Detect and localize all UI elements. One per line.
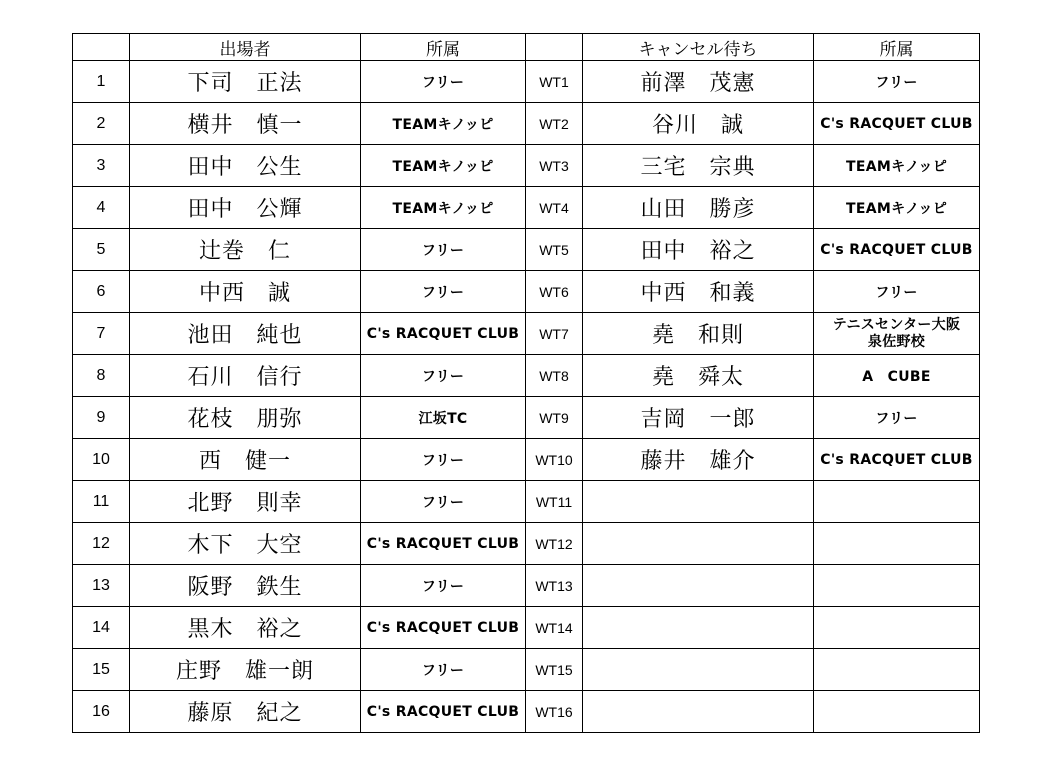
wait-number: WT8 — [526, 355, 583, 397]
waitlist-affiliation — [814, 523, 980, 565]
table-row — [73, 439, 980, 481]
waitlist-name — [583, 523, 814, 565]
waitlist-name: 田中 裕之 — [583, 229, 814, 271]
entrant-affiliation: フリー — [361, 565, 526, 607]
entrant-affiliation: TEAMキノッピ — [361, 103, 526, 145]
waitlist-name: 三宅 宗典 — [583, 145, 814, 187]
entrant-affiliation: フリー — [361, 481, 526, 523]
entrant-name: 黒木 裕之 — [130, 607, 361, 649]
waitlist-affiliation: C's RACQUET CLUB — [814, 229, 980, 271]
table-row — [73, 229, 980, 271]
row-number: 2 — [73, 103, 130, 145]
wait-number: WT11 — [526, 481, 583, 523]
table-row — [73, 691, 980, 733]
waitlist-name — [583, 481, 814, 523]
entrant-affiliation: 江坂TC — [361, 397, 526, 439]
wait-number: WT3 — [526, 145, 583, 187]
wait-number: WT5 — [526, 229, 583, 271]
table-row — [73, 649, 980, 691]
row-number: 14 — [73, 607, 130, 649]
row-number: 8 — [73, 355, 130, 397]
table-row — [73, 271, 980, 313]
entrant-affiliation: フリー — [361, 271, 526, 313]
entrant-name: 池田 純也 — [130, 313, 361, 355]
row-number: 1 — [73, 61, 130, 103]
wait-number: WT10 — [526, 439, 583, 481]
waitlist-affiliation: TEAMキノッピ — [814, 145, 980, 187]
header-row — [73, 34, 980, 61]
entrant-name: 下司 正法 — [130, 61, 361, 103]
table-row — [73, 187, 980, 229]
waitlist-affiliation: テニスセンター大阪 泉佐野校 — [814, 313, 980, 355]
waitlist-name: 吉岡 一郎 — [583, 397, 814, 439]
table-row — [73, 523, 980, 565]
entrant-name: 阪野 鉄生 — [130, 565, 361, 607]
entrant-name: 中西 誠 — [130, 271, 361, 313]
waitlist-affiliation: フリー — [814, 61, 980, 103]
table-row — [73, 145, 980, 187]
entrant-affiliation: フリー — [361, 229, 526, 271]
wait-number: WT9 — [526, 397, 583, 439]
waitlist-name: 前澤 茂憲 — [583, 61, 814, 103]
table-row — [73, 355, 980, 397]
row-number: 16 — [73, 691, 130, 733]
table-row — [73, 481, 980, 523]
wait-number: WT1 — [526, 61, 583, 103]
entrant-name: 石川 信行 — [130, 355, 361, 397]
entrant-name: 横井 慎一 — [130, 103, 361, 145]
row-number: 11 — [73, 481, 130, 523]
wait-number: WT6 — [526, 271, 583, 313]
waitlist-name: 藤井 雄介 — [583, 439, 814, 481]
entrant-affiliation: C's RACQUET CLUB — [361, 523, 526, 565]
wait-number-header — [526, 34, 583, 61]
waitlist-affiliation — [814, 649, 980, 691]
waitlist-affiliation: A CUBE — [814, 355, 980, 397]
wait-number: WT7 — [526, 313, 583, 355]
waitlist-name: 中西 和義 — [583, 271, 814, 313]
wait-number: WT15 — [526, 649, 583, 691]
wait-number: WT12 — [526, 523, 583, 565]
table-row — [73, 313, 980, 355]
row-number: 3 — [73, 145, 130, 187]
waitlist-affiliation: TEAMキノッピ — [814, 187, 980, 229]
entrant-name: 田中 公生 — [130, 145, 361, 187]
waitlist-name: 堯 舜太 — [583, 355, 814, 397]
entrant-affiliation: C's RACQUET CLUB — [361, 313, 526, 355]
wait-number: WT16 — [526, 691, 583, 733]
entrant-name: 木下 大空 — [130, 523, 361, 565]
row-number: 12 — [73, 523, 130, 565]
row-number: 4 — [73, 187, 130, 229]
wait-number: WT2 — [526, 103, 583, 145]
row-number: 6 — [73, 271, 130, 313]
entrant-name: 辻巻 仁 — [130, 229, 361, 271]
entrant-affiliation: フリー — [361, 439, 526, 481]
waitlist-affiliation: C's RACQUET CLUB — [814, 439, 980, 481]
entrant-table — [72, 33, 980, 733]
entrant-name: 花枝 朋弥 — [130, 397, 361, 439]
waitlist-header: キャンセル待ち — [583, 34, 814, 61]
row-number: 15 — [73, 649, 130, 691]
entrant-name: 庄野 雄一朗 — [130, 649, 361, 691]
table-row — [73, 103, 980, 145]
affiliation-header: 所属 — [361, 34, 526, 61]
table-row — [73, 565, 980, 607]
waitlist-affiliation — [814, 481, 980, 523]
waitlist-name — [583, 649, 814, 691]
entrant-name: 西 健一 — [130, 439, 361, 481]
entrant-affiliation: フリー — [361, 355, 526, 397]
row-number: 5 — [73, 229, 130, 271]
entrant-affiliation: フリー — [361, 649, 526, 691]
waitlist-affiliation — [814, 691, 980, 733]
wait-number: WT14 — [526, 607, 583, 649]
waitlist-name — [583, 607, 814, 649]
waitlist-affiliation: C's RACQUET CLUB — [814, 103, 980, 145]
waitlist-affiliation — [814, 607, 980, 649]
row-number: 13 — [73, 565, 130, 607]
waitlist-affiliation: フリー — [814, 397, 980, 439]
entrant-affiliation: TEAMキノッピ — [361, 145, 526, 187]
entrant-name: 藤原 紀之 — [130, 691, 361, 733]
waitlist-name: 堯 和則 — [583, 313, 814, 355]
row-number: 9 — [73, 397, 130, 439]
entrant-affiliation: TEAMキノッピ — [361, 187, 526, 229]
waitlist-name: 山田 勝彦 — [583, 187, 814, 229]
waitlist-affiliation — [814, 565, 980, 607]
waitlist-name: 谷川 誠 — [583, 103, 814, 145]
wait-number: WT13 — [526, 565, 583, 607]
waitlist-affiliation-header: 所属 — [814, 34, 980, 61]
waitlist-name — [583, 565, 814, 607]
entrant-affiliation: C's RACQUET CLUB — [361, 691, 526, 733]
number-header — [73, 34, 130, 61]
wait-number: WT4 — [526, 187, 583, 229]
table-row — [73, 607, 980, 649]
entrant-affiliation: C's RACQUET CLUB — [361, 607, 526, 649]
waitlist-name — [583, 691, 814, 733]
table-row — [73, 61, 980, 103]
row-number: 10 — [73, 439, 130, 481]
row-number: 7 — [73, 313, 130, 355]
entrant-name: 北野 則幸 — [130, 481, 361, 523]
table-row — [73, 397, 980, 439]
entrant-name: 田中 公輝 — [130, 187, 361, 229]
entrant-header: 出場者 — [130, 34, 361, 61]
entrant-affiliation: フリー — [361, 61, 526, 103]
waitlist-affiliation: フリー — [814, 271, 980, 313]
